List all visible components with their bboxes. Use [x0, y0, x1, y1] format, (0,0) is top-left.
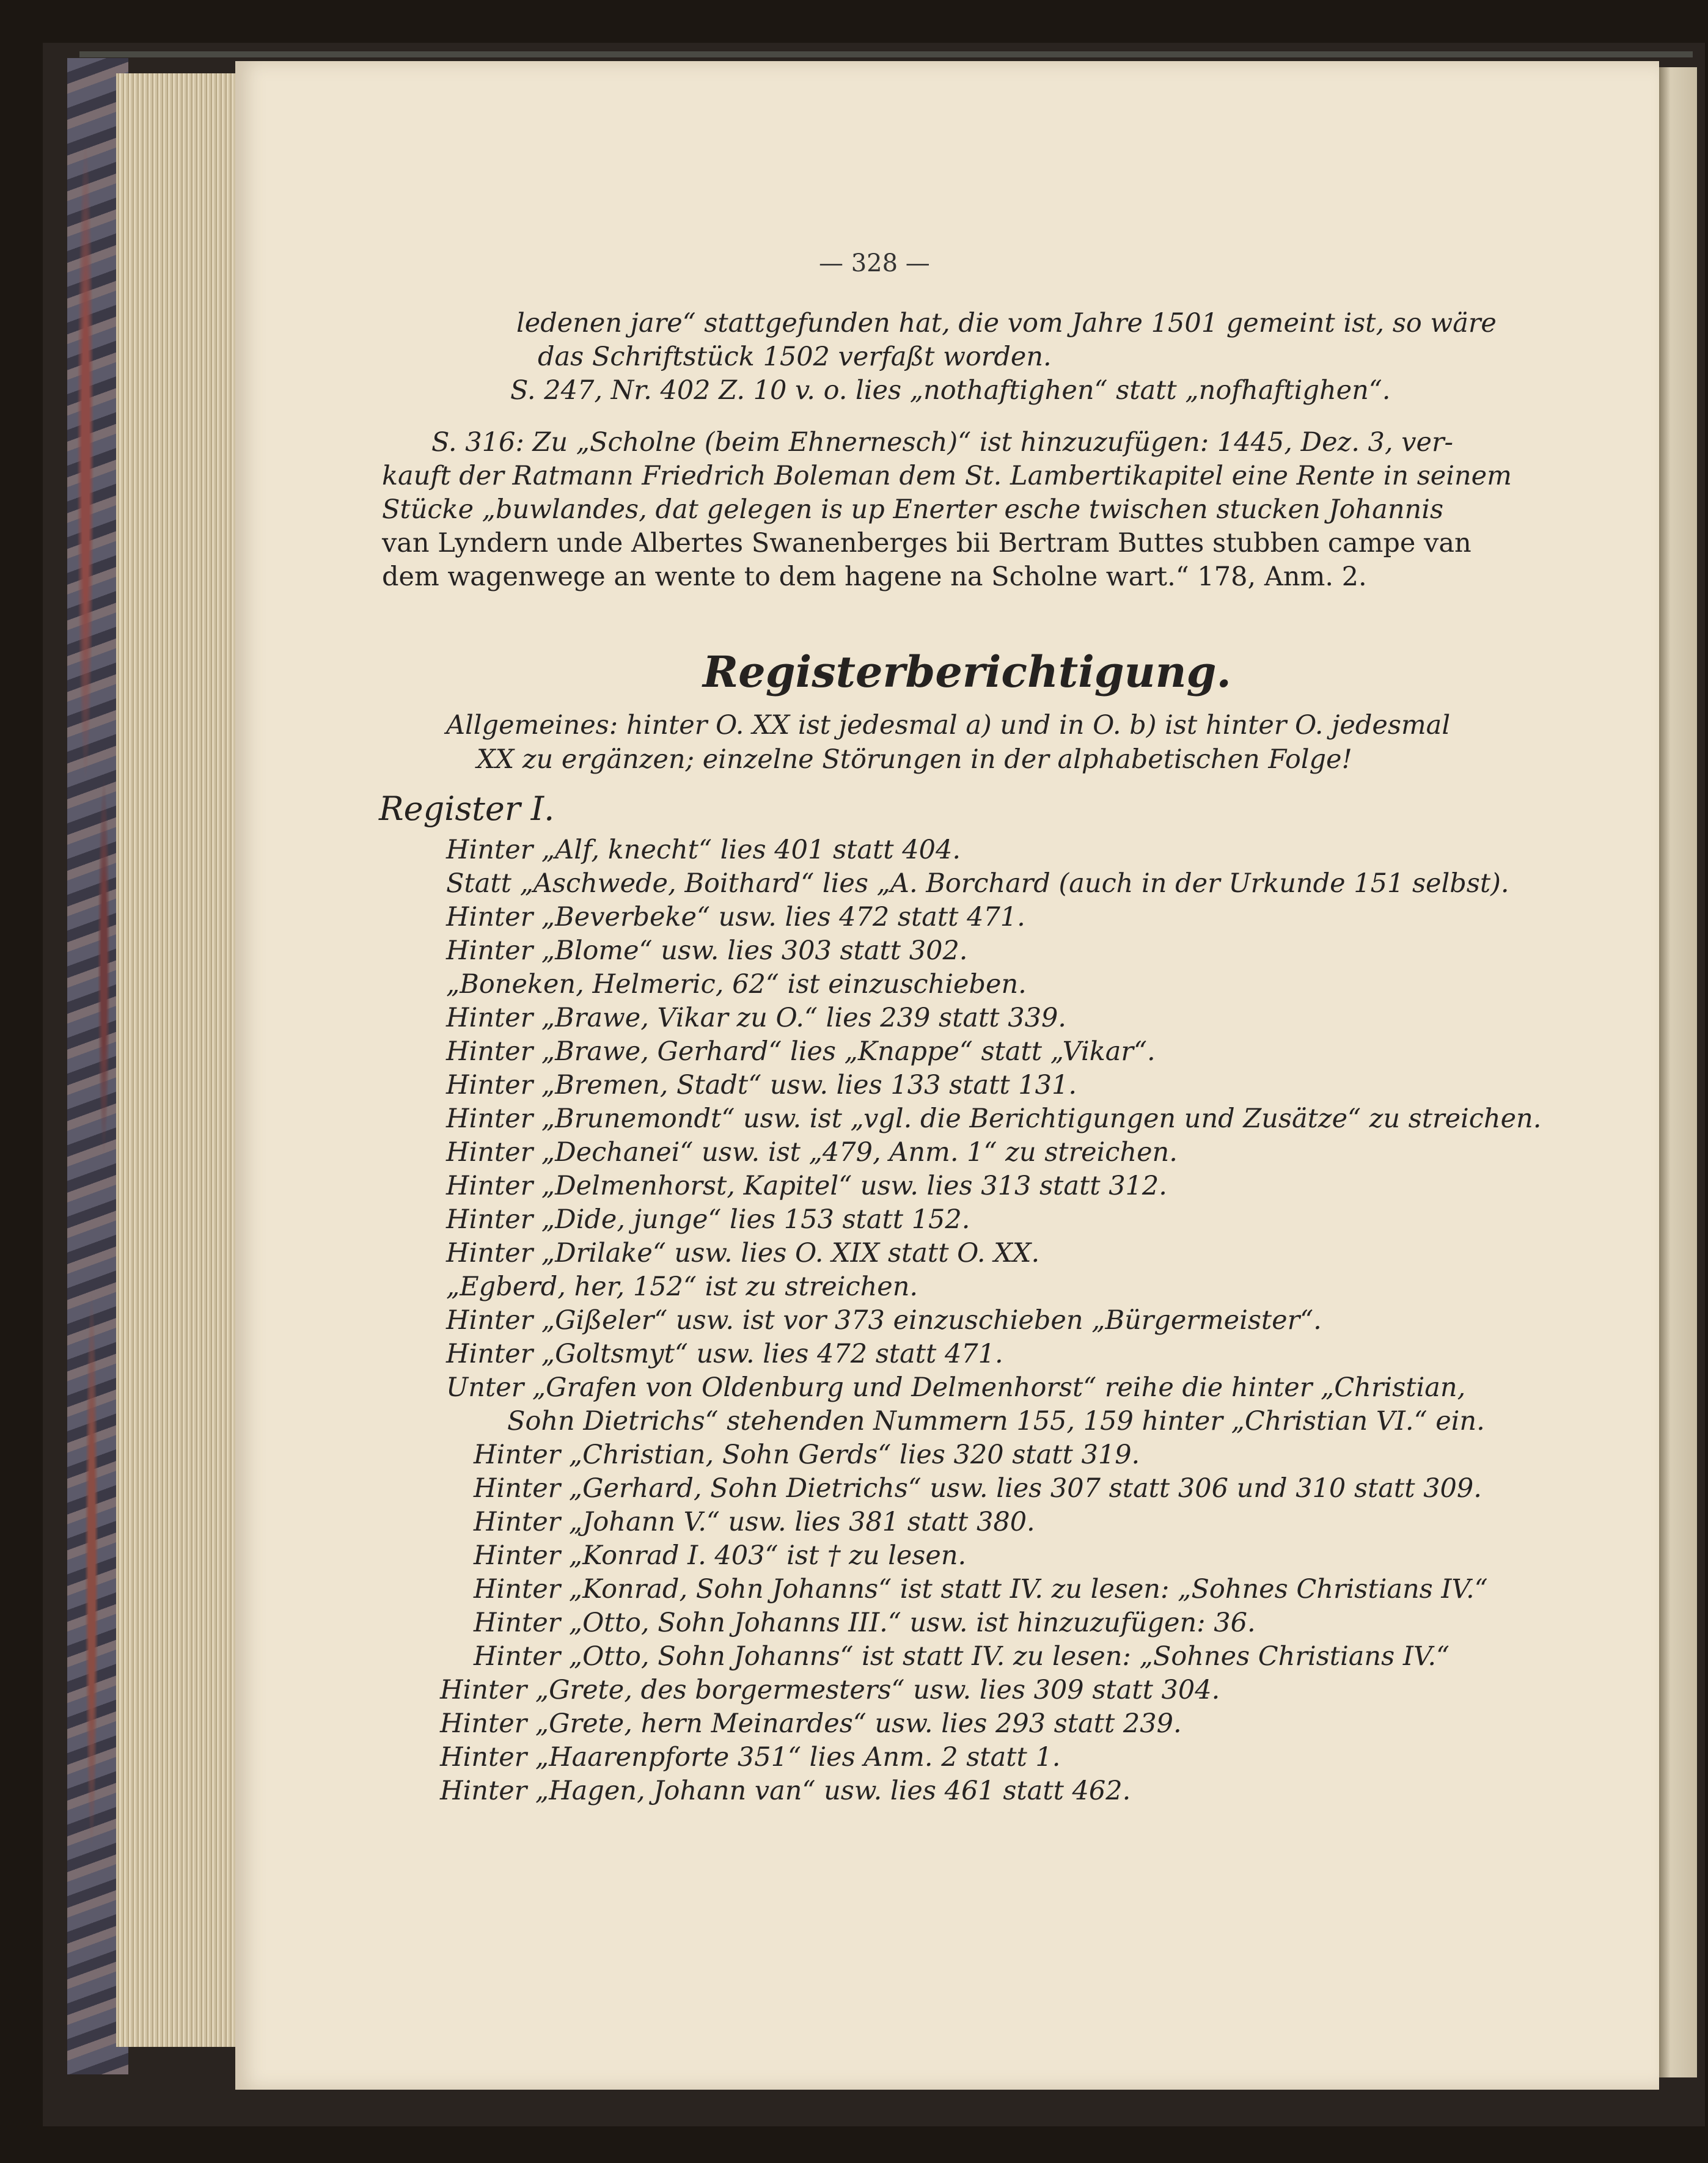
register-entry: Hinter „Otto, Sohn Johanns“ ist statt IV. zu lesen: „Sohnes Christians IV.“ [474, 1641, 1450, 1672]
facing-page-edge [1659, 67, 1697, 2077]
paragraph2-line: dem wagenwege an wente to dem hagene na Scholne wart.“ 178, Anm. 2. [382, 562, 1367, 592]
register-entry: Hinter „Brunemondt“ usw. ist „vgl. die Berichtigungen und Zusätze“ zu streichen. [446, 1103, 1542, 1134]
register-entry: Hinter „Christian, Sohn Gerds“ lies 320 statt 319. [474, 1440, 1140, 1470]
register-entry: Hinter „Gerhard, Sohn Dietrichs“ usw. lies 307 statt 306 und 310 statt 309. [474, 1473, 1482, 1504]
register-entry: Hinter „Grete, des borgermesters“ usw. lies 309 statt 304. [440, 1675, 1220, 1705]
paragraph2-line: van Lyndern unde Albertes Swanenberges bii Bertram Buttes stubben campe van [382, 528, 1472, 558]
paragraph2-line: S. 316: Zu „Scholne (beim Ehnernesch)“ ist hinzuzufügen: 1445, Dez. 3, ver- [431, 427, 1454, 458]
register-entry: Hinter „Grete, hern Meinardes“ usw. lies 293 statt 239. [440, 1708, 1182, 1739]
register-entry: Sohn Dietrichs“ stehenden Nummern 155, 159 hinter „Christian VI.“ ein. [507, 1406, 1485, 1437]
register-entry: Hinter „Otto, Sohn Johanns III.“ usw. ist hinzuzufügen: 36. [474, 1608, 1256, 1638]
page-number: — 328 — [819, 249, 930, 277]
register-entry: Hinter „Blome“ usw. lies 303 statt 302. [446, 935, 968, 966]
general-note-line: XX zu ergänzen; einzelne Störungen in der alphabetischen Folge! [477, 744, 1352, 775]
register-entry: „Boneken, Helmeric, 62“ ist einzuschieben. [446, 969, 1027, 1000]
register-entry: Hinter „Bremen, Stadt“ usw. lies 133 statt 131. [446, 1070, 1077, 1100]
paragraph1-line: das Schriftstück 1502 verfaßt worden. [538, 342, 1052, 372]
register-entry: Hinter „Hagen, Johann van“ usw. lies 461 statt 462. [440, 1776, 1131, 1806]
register-entry: Hinter „Drilake“ usw. lies O. XIX statt O. XX. [446, 1238, 1040, 1268]
paragraph1-line: ledenen jare“ stattgefunden hat, die vom Jahre 1501 gemeint ist, so wäre [516, 308, 1497, 339]
page-edges [116, 73, 238, 2047]
register-entry: Hinter „Konrad, Sohn Johanns“ ist statt IV. zu lesen: „Sohnes Christians IV.“ [474, 1574, 1488, 1605]
register-entry: Statt „Aschwede, Boithard“ lies „A. Borchard (auch in der Urkunde 151 selbst). [446, 868, 1509, 899]
register-entry: Hinter „Haarenpforte 351“ lies Anm. 2 statt 1. [440, 1742, 1061, 1773]
register-entry: Hinter „Dide, junge“ lies 153 statt 152. [446, 1204, 970, 1235]
register-entry: Hinter „Beverbeke“ usw. lies 472 statt 471. [446, 902, 1025, 932]
register-entry: Hinter „Goltsmyt“ usw. lies 472 statt 471. [446, 1339, 1003, 1369]
general-note-line: Allgemeines: hinter O. XX ist jedesmal a) und in O. b) ist hinter O. jedesmal [446, 710, 1451, 741]
register-entry: Hinter „Brawe, Vikar zu O.“ lies 239 statt 339. [446, 1003, 1066, 1033]
register-subheading: Register I. [379, 789, 555, 828]
register-entry: Hinter „Alf, knecht“ lies 401 statt 404. [446, 835, 961, 865]
register-entry: „Egberd, her, 152“ ist zu streichen. [446, 1272, 918, 1302]
paragraph1-line: S. 247, Nr. 402 Z. 10 v. o. lies „nothaftighen“ statt „nofhaftighen“. [510, 375, 1391, 406]
paragraph2-line: kauft der Ratmann Friedrich Boleman dem St. Lambertikapitel eine Rente in seinem [382, 461, 1512, 491]
register-entry: Hinter „Johann V.“ usw. lies 381 statt 380. [474, 1507, 1035, 1537]
cover-edge [79, 51, 1693, 57]
register-entry: Hinter „Brawe, Gerhard“ lies „Knappe“ statt „Vikar“. [446, 1036, 1156, 1067]
paragraph2-line: Stücke „buwlandes, dat gelegen is up Enerter esche twischen stucken Johannis [382, 494, 1444, 525]
register-entry: Hinter „Gißeler“ usw. ist vor 373 einzuschieben „Bürgermeister“. [446, 1305, 1322, 1336]
register-entry: Unter „Grafen von Oldenburg und Delmenhorst“ reihe die hinter „Christian, [446, 1372, 1466, 1403]
section-heading: Registerberichtigung. [703, 646, 1231, 697]
register-entry: Hinter „Dechanei“ usw. ist „479, Anm. 1“ zu streichen. [446, 1137, 1178, 1168]
register-entry: Hinter „Konrad I. 403“ ist † zu lesen. [474, 1540, 967, 1571]
register-entry: Hinter „Delmenhorst, Kapitel“ usw. lies 313 statt 312. [446, 1171, 1167, 1201]
